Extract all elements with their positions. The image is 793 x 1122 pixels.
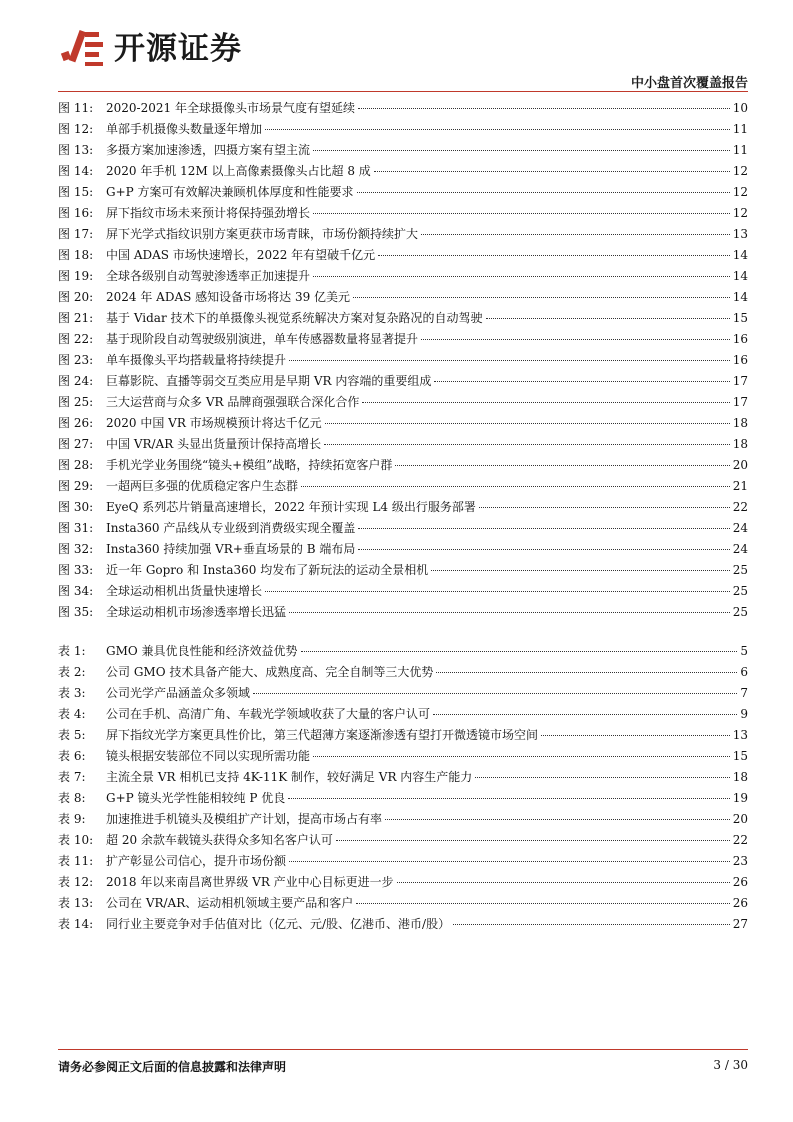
toc-title: 2020-2021 年全球摄像头市场景气度有望延续 <box>106 101 355 115</box>
toc-label: 表 2: <box>58 665 86 679</box>
toc-page: 24 <box>732 542 748 556</box>
toc-title: 近一年 Gopro 和 Insta360 均发布了新玩法的运动全景相机 <box>106 563 429 577</box>
toc-page: 24 <box>732 521 748 535</box>
toc-page: 13 <box>732 728 748 742</box>
toc-page: 26 <box>732 896 748 910</box>
toc-leader <box>385 819 730 820</box>
toc-label: 表 13: <box>58 896 94 910</box>
toc-page: 11 <box>732 122 748 136</box>
toc-page: 6 <box>740 665 748 679</box>
table-entry[interactable] <box>58 914 748 935</box>
toc-title: 公司在 VR/AR、运动相机领域主要产品和客户 <box>106 896 354 910</box>
toc-leader <box>378 255 730 256</box>
figure-entry[interactable] <box>58 413 748 434</box>
toc-leader <box>541 735 730 736</box>
page-footer <box>58 1049 748 1074</box>
figure-entry[interactable] <box>58 497 748 518</box>
brand-logo-icon <box>58 22 108 68</box>
toc-title: 单车摄像头平均搭载量将持续提升 <box>106 353 287 367</box>
toc-leader <box>301 651 738 652</box>
toc-label: 图 11: <box>58 101 94 115</box>
toc-title: 同行业主要竞争对手估值对比（亿元、元/股、亿港币、港币/股） <box>106 917 451 931</box>
toc-leader <box>313 756 730 757</box>
header-divider <box>58 91 748 92</box>
figure-entry[interactable] <box>58 371 748 392</box>
toc-label: 表 1: <box>58 644 86 658</box>
toc-page: 16 <box>732 332 748 346</box>
figure-entry[interactable] <box>58 308 748 329</box>
toc-leader <box>313 150 730 151</box>
toc-page: 25 <box>732 563 748 577</box>
toc-page: 16 <box>732 353 748 367</box>
toc-title: 屏下光学式指纹识别方案更获市场青睐，市场份额持续扩大 <box>106 227 419 241</box>
toc-page: 18 <box>732 437 748 451</box>
toc-page: 10 <box>732 101 748 115</box>
toc-page: 27 <box>732 917 748 931</box>
toc-leader <box>336 840 730 841</box>
toc-leader <box>486 318 730 319</box>
toc-title: G+P 镜头光学性能相较纯 P 优良 <box>106 791 286 805</box>
toc-label: 图 21: <box>58 311 94 325</box>
toc-label: 表 5: <box>58 728 86 742</box>
toc-title: 2018 年以来南昌离世界级 VR 产业中心目标更进一步 <box>106 875 394 889</box>
toc-leader <box>374 171 730 172</box>
toc-label: 表 3: <box>58 686 86 700</box>
toc-leader <box>265 129 730 130</box>
toc-page: 25 <box>732 605 748 619</box>
toc-label: 表 4: <box>58 707 86 721</box>
page-number: 3 / 30 <box>713 1058 748 1072</box>
toc-page: 5 <box>740 644 748 658</box>
toc-label: 图 35: <box>58 605 94 619</box>
toc-leader <box>421 234 730 235</box>
toc-title: 2020 年手机 12M 以上高像素摄像头占比超 8 成 <box>106 164 371 178</box>
toc-label: 表 8: <box>58 791 86 805</box>
table-entry[interactable] <box>58 767 748 788</box>
table-entry[interactable] <box>58 851 748 872</box>
toc-label: 图 18: <box>58 248 94 262</box>
table-entry[interactable] <box>58 725 748 746</box>
toc-page: 12 <box>732 206 748 220</box>
toc-page: 9 <box>740 707 748 721</box>
toc-title: 公司 GMO 技术具备产能大、成熟度高、完全自制等三大优势 <box>106 665 434 679</box>
disclaimer-text: 请务必参阅正文后面的信息披露和法律声明 <box>58 1060 287 1074</box>
toc-leader <box>288 798 729 799</box>
table-entry[interactable] <box>58 746 748 767</box>
toc-leader <box>358 528 729 529</box>
toc-leader <box>301 486 730 487</box>
toc-title: 三大运营商与众多 VR 品牌商强强联合深化合作 <box>106 395 360 409</box>
table-entry[interactable] <box>58 641 748 662</box>
toc-title: 巨幕影院、直播等弱交互类应用是早期 VR 内容端的重要组成 <box>106 374 432 388</box>
toc-leader <box>434 381 729 382</box>
toc-label: 图 15: <box>58 185 94 199</box>
figure-entry[interactable] <box>58 602 748 623</box>
toc-label: 图 32: <box>58 542 94 556</box>
toc-page: 12 <box>732 164 748 178</box>
toc-title: 全球运动相机出货量快速增长 <box>106 584 263 598</box>
toc-label: 图 17: <box>58 227 94 241</box>
figure-entry[interactable] <box>58 476 748 497</box>
toc-title: 手机光学业务围绕“镜头+模组”战略，持续拓宽客户群 <box>106 458 393 472</box>
toc-leader <box>479 507 730 508</box>
toc-page: 21 <box>732 479 748 493</box>
toc-leader <box>313 213 730 214</box>
figure-entry[interactable] <box>58 140 748 161</box>
figure-entry[interactable] <box>58 392 748 413</box>
toc-page: 15 <box>732 749 748 763</box>
toc-page: 14 <box>732 290 748 304</box>
toc-label: 图 25: <box>58 395 94 409</box>
toc-title: 2024 年 ADAS 感知设备市场将达 39 亿美元 <box>106 290 351 304</box>
figure-entry[interactable] <box>58 203 748 224</box>
toc-leader <box>436 672 737 673</box>
toc-label: 图 13: <box>58 143 94 157</box>
toc-label: 图 19: <box>58 269 94 283</box>
toc-title: 中国 ADAS 市场快速增长，2022 年有望破千亿元 <box>106 248 376 262</box>
toc-title: 公司在手机、高清广角、车载光学领域收获了大量的客户认可 <box>106 707 431 721</box>
toc-title: 全球各级别自动驾驶渗透率正加速提升 <box>106 269 311 283</box>
figure-entry[interactable] <box>58 581 748 602</box>
figure-entry[interactable] <box>58 539 748 560</box>
toc-title: G+P 方案可有效解决兼顾机体厚度和性能要求 <box>106 185 354 199</box>
figure-entry[interactable] <box>58 329 748 350</box>
toc-page: 22 <box>732 500 748 514</box>
figure-entry[interactable] <box>58 161 748 182</box>
toc-label: 图 14: <box>58 164 94 178</box>
toc-leader <box>356 903 729 904</box>
figure-entry[interactable] <box>58 182 748 203</box>
toc-title: 屏下指纹市场未来预计将保持强劲增长 <box>106 206 311 220</box>
toc-leader <box>358 108 730 109</box>
toc-title: 2020 中国 VR 市场规模预计将达千亿元 <box>106 416 322 430</box>
toc-title: 公司光学产品涵盖众多领域 <box>106 686 251 700</box>
toc-leader <box>358 549 729 550</box>
toc-page: 23 <box>732 854 748 868</box>
toc-page: 22 <box>732 833 748 847</box>
figure-entry[interactable] <box>58 224 748 245</box>
toc-page: 13 <box>732 227 748 241</box>
figure-entry[interactable] <box>58 560 748 581</box>
toc-leader <box>289 360 730 361</box>
toc-title: Insta360 持续加强 VR+垂直场景的 B 端布局 <box>106 542 356 556</box>
figure-entry[interactable] <box>58 266 748 287</box>
toc-label: 图 20: <box>58 290 94 304</box>
figure-entry[interactable] <box>58 98 748 119</box>
toc-leader <box>433 714 737 715</box>
figure-entry[interactable] <box>58 119 748 140</box>
table-entry[interactable] <box>58 872 748 893</box>
toc-page: 18 <box>732 416 748 430</box>
toc-label: 图 26: <box>58 416 94 430</box>
toc-title: 镜头根据安装部位不同以实现所需功能 <box>106 749 311 763</box>
toc-page: 15 <box>732 311 748 325</box>
toc-leader <box>453 924 730 925</box>
toc-label: 图 16: <box>58 206 94 220</box>
toc-page: 12 <box>732 185 748 199</box>
toc-page: 11 <box>732 143 748 157</box>
toc-title: 加速推进手机镜头及模组扩产计划，提高市场占有率 <box>106 812 383 826</box>
toc-label: 表 11: <box>58 854 94 868</box>
figure-entry[interactable] <box>58 455 748 476</box>
toc-page: 26 <box>732 875 748 889</box>
toc-leader <box>431 570 729 571</box>
toc-title: 单部手机摄像头数量逐年增加 <box>106 122 263 136</box>
toc-title: GMO 兼具优良性能和经济效益优势 <box>106 644 298 658</box>
toc-title: 全球运动相机市场渗透率增长迅猛 <box>106 605 287 619</box>
toc-page: 18 <box>732 770 748 784</box>
toc-leader <box>353 297 730 298</box>
toc-label: 表 6: <box>58 749 86 763</box>
table-entry[interactable] <box>58 662 748 683</box>
toc-leader <box>253 693 737 694</box>
toc-label: 图 27: <box>58 437 94 451</box>
page-header <box>58 22 748 92</box>
brand-name: 开源证券 <box>114 30 242 67</box>
brand-logo <box>58 22 242 68</box>
toc-leader <box>362 402 729 403</box>
toc-title: 一超两巨多强的优质稳定客户生态群 <box>106 479 299 493</box>
toc-page: 17 <box>732 395 748 409</box>
toc-label: 图 12: <box>58 122 94 136</box>
toc-label: 图 33: <box>58 563 94 577</box>
toc-leader <box>397 882 730 883</box>
toc-page: 20 <box>732 458 748 472</box>
table-list <box>58 641 748 935</box>
toc-title: 中国 VR/AR 头显出货量预计保持高增长 <box>106 437 322 451</box>
toc-title: 主流全景 VR 相机已支持 4K-11K 制作，较好满足 VR 内容生产能力 <box>106 770 473 784</box>
toc-title: 屏下指纹光学方案更具性价比，第三代超薄方案逐渐渗透有望打开微透镜市场空间 <box>106 728 539 742</box>
toc-label: 图 30: <box>58 500 94 514</box>
toc-label: 图 31: <box>58 521 94 535</box>
toc-label: 表 12: <box>58 875 94 889</box>
toc-label: 图 28: <box>58 458 94 472</box>
report-type: 中小盘首次覆盖报告 <box>630 76 748 91</box>
toc-page: 14 <box>732 248 748 262</box>
toc-leader <box>313 276 730 277</box>
toc-page: 19 <box>732 791 748 805</box>
table-entry[interactable] <box>58 788 748 809</box>
toc-leader <box>475 777 729 778</box>
figure-entry[interactable] <box>58 434 748 455</box>
figure-list <box>58 98 748 623</box>
toc-leader <box>325 423 730 424</box>
toc-label: 表 9: <box>58 812 86 826</box>
toc-title: 基于 Vidar 技术下的单摄像头视觉系统解决方案对复杂路况的自动驾驶 <box>106 311 483 325</box>
toc-page: 14 <box>732 269 748 283</box>
toc-label: 图 24: <box>58 374 94 388</box>
table-entry[interactable] <box>58 683 748 704</box>
toc-leader <box>324 444 730 445</box>
toc-page: 25 <box>732 584 748 598</box>
toc-title: 多摄方案加速渗透，四摄方案有望主流 <box>106 143 311 157</box>
figure-entry[interactable] <box>58 350 748 371</box>
figure-entry[interactable] <box>58 245 748 266</box>
toc-leader <box>265 591 730 592</box>
table-entry[interactable] <box>58 830 748 851</box>
figure-entry[interactable] <box>58 518 748 539</box>
toc-label: 表 7: <box>58 770 86 784</box>
table-entry[interactable] <box>58 893 748 914</box>
toc-title: 扩产彰显公司信心，提升市场份额 <box>106 854 287 868</box>
toc-leader <box>357 192 730 193</box>
toc-title: 基于现阶段自动驾驶级别演进，单车传感器数量将显著提升 <box>106 332 419 346</box>
toc-title: EyeQ 系列芯片销量高速增长，2022 年预计实现 L4 级出行服务部署 <box>106 500 476 514</box>
toc-page: 17 <box>732 374 748 388</box>
toc-leader <box>289 861 730 862</box>
toc-page: 7 <box>740 686 748 700</box>
figure-entry[interactable] <box>58 287 748 308</box>
table-entry[interactable] <box>58 809 748 830</box>
table-entry[interactable] <box>58 704 748 725</box>
toc-leader <box>421 339 730 340</box>
toc-label: 图 23: <box>58 353 94 367</box>
toc-title: 超 20 余款车载镜头获得众多知名客户认可 <box>106 833 333 847</box>
toc-label: 图 34: <box>58 584 94 598</box>
toc-label: 表 14: <box>58 917 94 931</box>
toc-label: 图 22: <box>58 332 94 346</box>
toc-leader <box>395 465 729 466</box>
toc-title: Insta360 产品线从专业级到消费级实现全覆盖 <box>106 521 356 535</box>
toc-leader <box>289 612 730 613</box>
toc-page: 20 <box>732 812 748 826</box>
toc-label: 表 10: <box>58 833 94 847</box>
toc-label: 图 29: <box>58 479 94 493</box>
